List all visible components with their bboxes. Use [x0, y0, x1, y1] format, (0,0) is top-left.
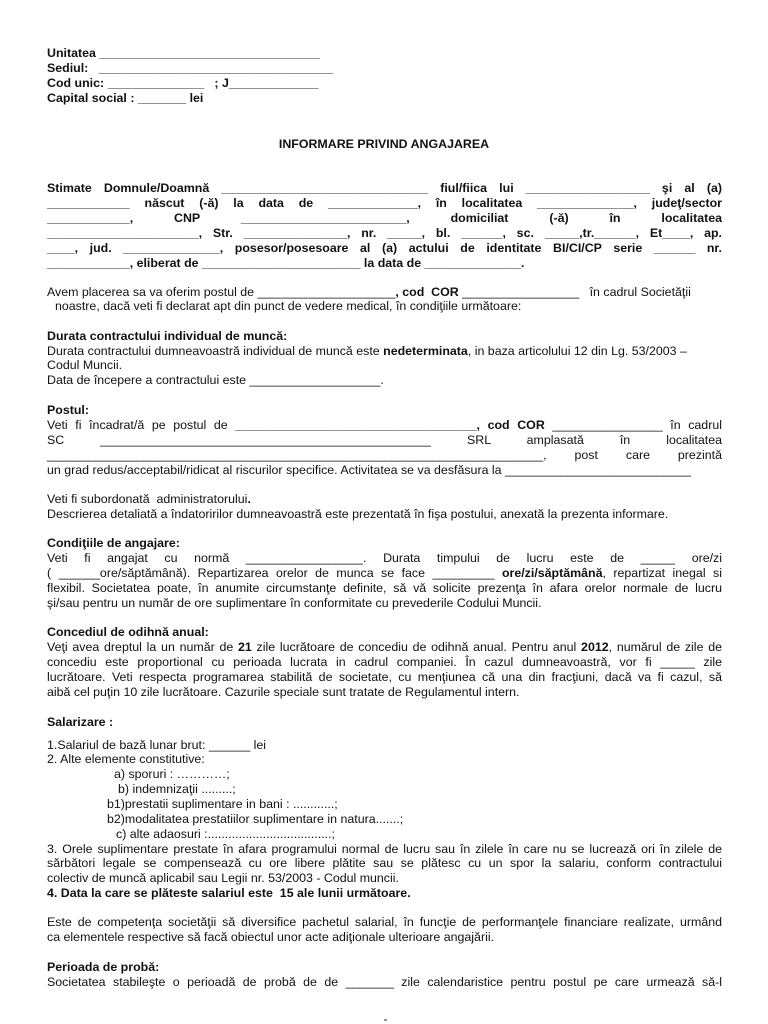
section-heading-concediu: Concediul de odihnă anual: — [47, 625, 209, 639]
conditii-text: ( ______ore/săptămână). Repartizarea orelor de munca se face _________ — [47, 566, 502, 580]
intro-line-1-rest: ______________________________ fiul/fiica lui __________________ şi al (a) — [221, 181, 722, 195]
postul-line-2: SC ________________________________________________ SRL amplasată în localitatea — [47, 433, 722, 447]
employer-seat-line: Sediul: __________________________________ — [47, 61, 333, 75]
document-title: INFORMARE PRIVIND ANGAJAREA — [278, 137, 490, 151]
employer-unit-line: Unitatea ________________________________ — [47, 46, 320, 60]
intro-line-3: ____________, CNP ________________________, domiciliat (-ă) în localitatea — [47, 211, 722, 225]
section-heading-conditii: Condiţiile de angajare: — [47, 536, 180, 550]
salary-other-line: 2. Alte elemente constitutive: — [47, 752, 205, 766]
postul-line-6: Descrierea detaliată a îndatoririlor dumneavoastră este prezentată în fişa postului, anexată la prezenta informare. — [47, 507, 669, 521]
conditii-text-rest: . Societatea poate, în anumite circumstanţe definite, să vă solicite prezenţa în afara orelor normale de lucru — [81, 581, 722, 595]
offer-line-1 — [47, 285, 691, 299]
concediu-text-mid: zile lucrătoare de concediu de odihnă anual. Pentru anul — [251, 640, 582, 654]
concediu-line-3: lucrătoare. Veti respecta programarea stabilită de societate, cu menţiunea că una din fracţiuni, dacă va fi cazul, să — [47, 670, 722, 684]
durata-line-1 — [47, 344, 687, 358]
postul-line-5 — [47, 492, 251, 506]
competence-line-2: ca elementele respective să facă obiectul unor acte adiţionale ulterioare angajării. — [47, 930, 495, 944]
concediu-line-1 — [47, 640, 722, 654]
concediu-days: 21 — [238, 640, 252, 654]
concediu-text: Veţi avea dreptul la un număr de — [47, 640, 238, 654]
offer-text: Avem placerea sa va oferim postul de ____________________ — [47, 285, 396, 299]
postul-cod-cor: ___________________________________, cod COR — [235, 418, 545, 432]
offer-text-end: _________________ în cadrul Societăţii — [462, 285, 691, 299]
conditii-line-4: şi/sau pentru un număr de ore suplimentare în conformitate cu prevederile Codului Muncii. — [47, 596, 542, 610]
durata-text-end: , in baza articolului 12 din Lg. 53/2003 – — [467, 344, 687, 358]
conditii-line-3 — [47, 581, 722, 595]
salary-item-c: c) alte adaosuri :....................................; — [116, 827, 335, 841]
intro-line-2: ____________ născut (-ă) la data de _____________, în localitatea ______________, judeţ/sector — [47, 196, 722, 210]
concediu-line-4: aibă cel puţin 10 zile lucrătoare. Cazurile speciale sunt tratate de Regulamentul intern. — [47, 685, 520, 699]
conditii-schedule: ore/zi/săptămână — [501, 566, 603, 580]
postul-line-3: ________________________________________________________________________, post care prezintă — [47, 448, 722, 462]
concediu-line-2: concediu este proportional cu perioada lucrata in cadrul companiei. În cazul dumneavoastră, vor fi _____ zile — [47, 655, 722, 669]
postul-text: Veti fi încadrat/ă pe postul de — [47, 418, 228, 432]
durata-text: Durata contractului dumneavoastră individual de muncă este — [47, 344, 384, 358]
conditii-flexibil: flexibil — [47, 581, 82, 595]
salary-overtime-line-2: sărbători legale se compensează cu ore libere plătite sau se plătesc cu un spor la salariu, conform contractului — [47, 856, 722, 870]
section-heading-salarizare: Salarizare : — [47, 715, 114, 729]
durata-line-2: Codul Muncii. — [47, 358, 123, 372]
concediu-text-end: , numărul de zile de — [608, 640, 722, 654]
durata-type: nedeterminata — [383, 344, 468, 358]
salary-payday-line: 4. Data la care se plăteste salariul este 15 ale lunii următoare. — [47, 886, 411, 900]
durata-line-3: Data de începere a contractului este ___________________. — [47, 373, 384, 387]
salary-overtime-line-3: colectiv de muncă aplicabil sau Legii nr. 53/2003 - Codul muncii. — [47, 871, 399, 885]
offer-cod-cor: , cod COR — [395, 285, 459, 299]
salary-item-a: a) sporuri : …………; — [114, 767, 230, 781]
section-heading-postul: Postul: — [47, 403, 89, 417]
section-heading-durata: Durata contractului individual de muncă: — [47, 329, 288, 343]
conditii-text-end: , repartizat inegal si — [602, 566, 722, 580]
conditii-line-1: Veti fi angajat cu normă _________________. Durata timpului de lucru este de _____ ore/zi — [47, 551, 722, 565]
conditii-line-2 — [47, 566, 722, 580]
postul-line-4: un grad redus/acceptabil/ridicat al riscurilor specifice. Activitatea se va desfăsura la ___________________________ — [47, 463, 692, 477]
offer-line-2: noastre, dacă veti fi declarat apt din punct de vedere medical, în condiţiile următoare: — [55, 299, 522, 313]
share-capital-line: Capital social : _______ lei — [47, 91, 204, 105]
postul-line-1 — [47, 418, 722, 432]
concediu-year: 2012 — [581, 640, 609, 654]
intro-line-6: ____________, eliberat de _______________________ la data de ______________. — [47, 256, 525, 270]
competence-line-1: Este de competenţa societăţii să diversifice pachetul salarial, în funcţie de performanţele financiare realizate, urmând — [47, 915, 722, 929]
salary-item-b1: b1)prestatii suplimentare in bani : ............; — [107, 797, 338, 811]
salary-item-b2: b2)modalitatea prestatiilor suplimentare in natura.......; — [107, 812, 404, 826]
employer-code-line: Cod unic: ______________ ; J_____________ — [47, 76, 319, 90]
page-bottom-mark — [384, 1019, 387, 1021]
postul-text-end: ________________ în cadrul — [552, 418, 722, 432]
probation-line-1: Societatea stabileşte o perioadă de probă de de _______ zile calendaristice pentru postul pe care urmează să-l — [47, 975, 722, 989]
salary-base-line: 1.Salariul de bază lunar brut: ______ lei — [47, 738, 267, 752]
intro-line-5: ____, jud. ______________, posesor/posesoare al (a) actului de identitate BI/CI/CP serie ______ nr. — [47, 241, 722, 255]
intro-line-1 — [47, 181, 722, 195]
intro-line-4: ______________________, Str. _______________, nr. _____, bl. ______, sc. _____,tr.______, Et____, ap. — [47, 226, 722, 240]
salary-item-b: b) indemnizaţii .........; — [118, 782, 236, 796]
salary-overtime-line-1: 3. Orele suplimentare prestate în afara programului normal de lucru sau în zilele în care nu se lucrează ori în zilele de — [47, 842, 722, 856]
subordination-dot: . — [247, 492, 251, 506]
subordination-text: Veti fi subordonată administratorului — [47, 492, 248, 506]
section-heading-proba: Perioada de probă: — [47, 960, 160, 974]
salutation: Stimate Domnule/Doamnă — [47, 181, 210, 195]
